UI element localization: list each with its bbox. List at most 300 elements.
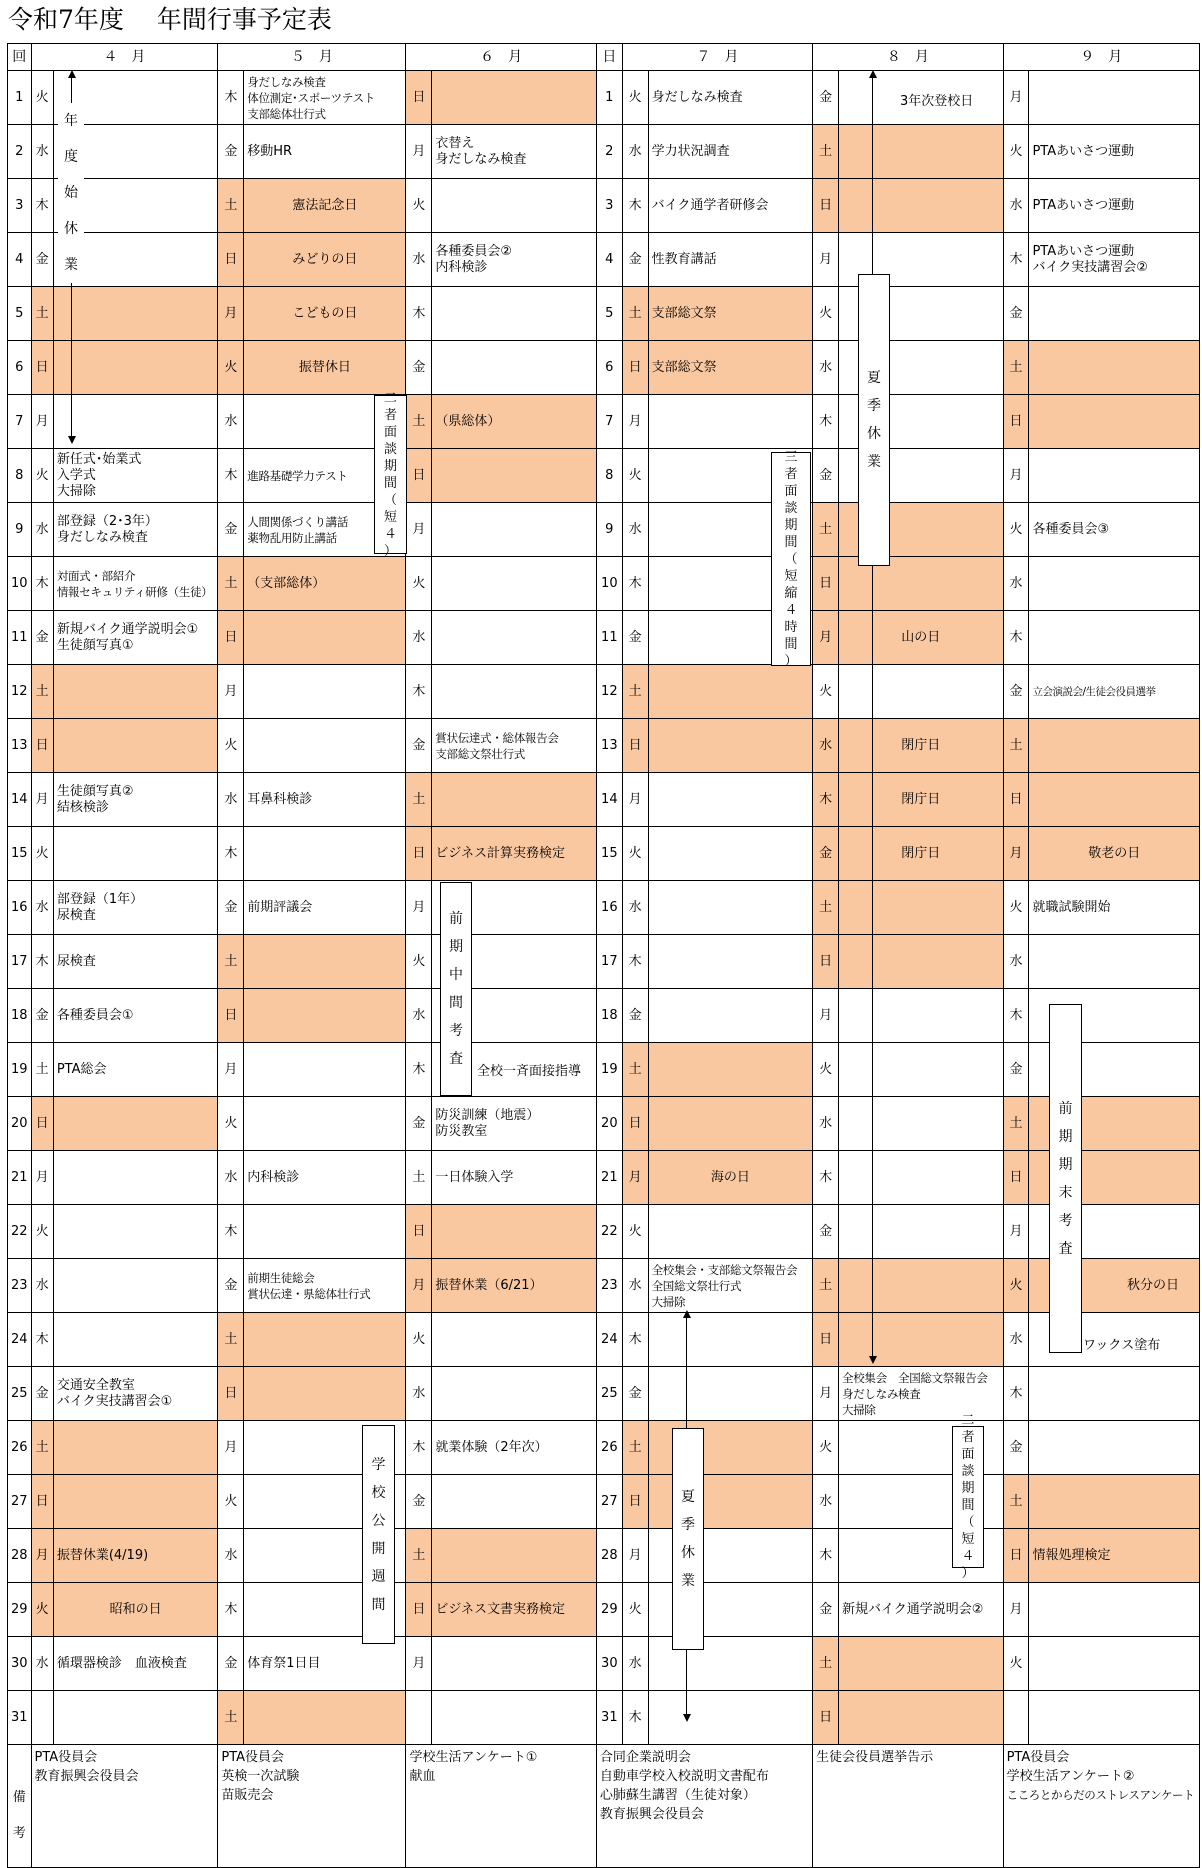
event-cell bbox=[1029, 1583, 1200, 1637]
weekday-cell: 土 bbox=[813, 1637, 839, 1691]
note-item: PTA役員会 bbox=[1006, 1750, 1070, 1765]
day-number: 1 bbox=[596, 71, 622, 125]
event-cell bbox=[244, 611, 406, 665]
event-cell: 人間関係づくり講話 薬物乱用防止講話 bbox=[244, 503, 406, 557]
event-cell bbox=[53, 1097, 218, 1151]
event-cell bbox=[1029, 935, 1200, 989]
event-cell bbox=[432, 1529, 597, 1583]
day-row bbox=[8, 1637, 1200, 1691]
event-cell: PTAあいさつ運動 bbox=[1029, 125, 1200, 179]
event-cell bbox=[432, 1475, 597, 1529]
weekday-cell: 月 bbox=[218, 1043, 244, 1097]
day-number: 25 bbox=[8, 1367, 32, 1421]
weekday-cell: 土 bbox=[218, 1313, 244, 1367]
weekday-cell: 水 bbox=[1003, 557, 1029, 611]
weekday-cell: 水 bbox=[31, 125, 53, 179]
event-cell: 全校集会 全国総文祭報告会 身だしなみ検査 大掃除 bbox=[839, 1367, 1004, 1421]
day-number: 9 bbox=[596, 503, 622, 557]
event-cell bbox=[432, 341, 597, 395]
weekday-cell: 金 bbox=[218, 1259, 244, 1313]
weekday-cell: 日 bbox=[31, 1097, 53, 1151]
event-cell: 衣替え 身だしなみ検査 bbox=[432, 125, 597, 179]
event-cell bbox=[839, 1259, 1004, 1313]
weekday-cell: 水 bbox=[813, 719, 839, 773]
weekday-cell: 日 bbox=[813, 557, 839, 611]
weekday-cell: 月 bbox=[406, 881, 432, 935]
event-cell bbox=[53, 719, 218, 773]
weekday-cell: 水 bbox=[622, 1637, 648, 1691]
day-number: 21 bbox=[596, 1151, 622, 1205]
day-number: 15 bbox=[8, 827, 32, 881]
event-cell bbox=[53, 1259, 218, 1313]
event-cell bbox=[1029, 611, 1200, 665]
notes-label: 備 考 bbox=[8, 1745, 32, 1868]
header-june: ６ 月 bbox=[406, 44, 596, 71]
weekday-cell: 火 bbox=[31, 71, 53, 125]
day-number: 14 bbox=[596, 773, 622, 827]
weekday-cell: 土 bbox=[406, 395, 432, 449]
event-cell: 情報処理検定 bbox=[1029, 1529, 1200, 1583]
weekday-cell: 木 bbox=[1003, 611, 1029, 665]
weekday-cell: 月 bbox=[406, 125, 432, 179]
event-cell bbox=[244, 719, 406, 773]
weekday-cell: 日 bbox=[31, 1475, 53, 1529]
weekday-cell: 火 bbox=[813, 1421, 839, 1475]
day-number: 19 bbox=[8, 1043, 32, 1097]
day-number: 31 bbox=[8, 1691, 32, 1745]
event-cell: 学力状況調査 bbox=[648, 125, 813, 179]
event-cell bbox=[648, 935, 813, 989]
event-cell bbox=[1029, 1421, 1200, 1475]
july-interview-box: 三 者 面 談 期 間 （ 短 縮 ４ 時 間 ） bbox=[771, 452, 811, 666]
notes-july bbox=[596, 1745, 812, 1868]
day-number: 1 bbox=[8, 71, 32, 125]
weekday-cell: 金 bbox=[1003, 1043, 1029, 1097]
weekday-cell: 月 bbox=[406, 1259, 432, 1313]
weekday-cell: 土 bbox=[31, 1421, 53, 1475]
event-cell: 振替休業(4/19) bbox=[53, 1529, 218, 1583]
note-item: 教育振興会役員会 bbox=[34, 1769, 139, 1784]
weekday-cell: 木 bbox=[622, 1313, 648, 1367]
event-cell bbox=[432, 449, 597, 503]
weekday-cell: 火 bbox=[1003, 881, 1029, 935]
event-cell bbox=[53, 1205, 218, 1259]
event-cell: 内科検診 bbox=[244, 1151, 406, 1205]
weekday-cell: 水 bbox=[1003, 1313, 1029, 1367]
weekday-cell: 金 bbox=[1003, 287, 1029, 341]
event-cell bbox=[1029, 557, 1200, 611]
weekday-cell: 日 bbox=[622, 1097, 648, 1151]
weekday-cell: 水 bbox=[218, 1151, 244, 1205]
note-item: PTA役員会 bbox=[221, 1750, 285, 1765]
weekday-cell: 水 bbox=[218, 1529, 244, 1583]
weekday-cell: 木 bbox=[813, 773, 839, 827]
event-cell: 交通安全教室 バイク実技講習会① bbox=[53, 1367, 218, 1421]
weekday-cell: 土 bbox=[406, 1151, 432, 1205]
event-cell bbox=[244, 1367, 406, 1421]
note-item: 自動車学校入校説明文書配布 bbox=[599, 1769, 769, 1784]
weekday-cell: 水 bbox=[31, 881, 53, 935]
day-number: 24 bbox=[596, 1313, 622, 1367]
header-april: ４ 月 bbox=[31, 44, 218, 71]
event-cell bbox=[432, 1205, 597, 1259]
event-cell bbox=[432, 1691, 597, 1745]
weekday-cell: 土 bbox=[1003, 719, 1029, 773]
header-september: ９ 月 bbox=[1003, 44, 1199, 71]
event-cell bbox=[839, 881, 1004, 935]
event-cell bbox=[432, 557, 597, 611]
day-number: 11 bbox=[8, 611, 32, 665]
event-cell: 身だしなみ検査 体位測定･スポーツテスト 支部総体壮行式 bbox=[244, 71, 406, 125]
day-number: 6 bbox=[596, 341, 622, 395]
weekday-cell: 日 bbox=[406, 827, 432, 881]
day-number: 12 bbox=[8, 665, 32, 719]
weekday-cell: 金 bbox=[31, 233, 53, 287]
event-cell: 各種委員会① bbox=[53, 989, 218, 1043]
may-interview-box: 二 者 面 談 期 間 （ 短 ４ ） bbox=[374, 395, 407, 554]
weekday-cell: 水 bbox=[218, 773, 244, 827]
weekday-cell: 土 bbox=[622, 287, 648, 341]
day-row bbox=[8, 1475, 1200, 1529]
event-cell bbox=[1029, 1637, 1200, 1691]
day-number: 22 bbox=[596, 1205, 622, 1259]
weekday-cell: 金 bbox=[406, 341, 432, 395]
weekday-cell: 月 bbox=[622, 1529, 648, 1583]
event-cell: 就職試験開始 bbox=[1029, 881, 1200, 935]
day-row bbox=[8, 179, 1200, 233]
event-cell: 憲法記念日 bbox=[244, 179, 406, 233]
june-guidance-text: 全校一斉面接指導 bbox=[477, 1064, 582, 1079]
event-cell bbox=[648, 1043, 813, 1097]
weekday-cell: 水 bbox=[1003, 179, 1029, 233]
june-midterm-box: 前 期 中 間 考 査 bbox=[440, 882, 472, 1096]
weekday-cell: 月 bbox=[622, 1151, 648, 1205]
arrow-up-icon bbox=[869, 70, 877, 78]
event-cell bbox=[432, 1367, 597, 1421]
weekday-cell: 水 bbox=[406, 611, 432, 665]
event-cell: 支部総文祭 bbox=[648, 341, 813, 395]
weekday-cell: 金 bbox=[1003, 1421, 1029, 1475]
event-cell: 部登録（2･3年） 身だしなみ検査 bbox=[53, 503, 218, 557]
weekday-cell: 土 bbox=[31, 665, 53, 719]
arrow-up-icon bbox=[68, 70, 76, 78]
weekday-cell: 日 bbox=[218, 611, 244, 665]
weekday-cell: 日 bbox=[813, 1691, 839, 1745]
note-item: 学校生活アンケート① bbox=[409, 1750, 538, 1765]
event-cell bbox=[432, 71, 597, 125]
event-cell bbox=[244, 665, 406, 719]
event-cell bbox=[244, 1043, 406, 1097]
weekday-cell: 水 bbox=[1003, 935, 1029, 989]
event-cell bbox=[648, 719, 813, 773]
day-row bbox=[8, 773, 1200, 827]
weekday-cell: 金 bbox=[31, 989, 53, 1043]
day-number: 27 bbox=[8, 1475, 32, 1529]
weekday-cell: 月 bbox=[1003, 827, 1029, 881]
day-number: 23 bbox=[8, 1259, 32, 1313]
day-row bbox=[8, 395, 1200, 449]
weekday-cell: 日 bbox=[31, 719, 53, 773]
day-number: 6 bbox=[8, 341, 32, 395]
weekday-cell: 日 bbox=[622, 341, 648, 395]
weekday-cell: 木 bbox=[218, 827, 244, 881]
event-cell bbox=[648, 1691, 813, 1745]
day-row bbox=[8, 1691, 1200, 1745]
event-cell bbox=[53, 665, 218, 719]
calendar-table bbox=[7, 43, 1200, 1868]
event-cell bbox=[839, 1097, 1004, 1151]
weekday-cell: 日 bbox=[1003, 395, 1029, 449]
day-number: 26 bbox=[596, 1421, 622, 1475]
day-row bbox=[8, 1313, 1200, 1367]
day-number: 3 bbox=[596, 179, 622, 233]
weekday-cell: 金 bbox=[622, 1367, 648, 1421]
day-row bbox=[8, 557, 1200, 611]
weekday-cell: 金 bbox=[813, 1583, 839, 1637]
weekday-cell: 月 bbox=[218, 1421, 244, 1475]
notes-september bbox=[1003, 1745, 1199, 1868]
day-number: 13 bbox=[8, 719, 32, 773]
event-cell: 支部総文祭 bbox=[648, 287, 813, 341]
day-row bbox=[8, 827, 1200, 881]
weekday-cell: 月 bbox=[31, 1529, 53, 1583]
event-cell bbox=[648, 665, 813, 719]
day-row bbox=[8, 449, 1200, 503]
event-cell bbox=[648, 1205, 813, 1259]
event-cell bbox=[1029, 341, 1200, 395]
weekday-cell: 火 bbox=[218, 1097, 244, 1151]
day-number: 30 bbox=[8, 1637, 32, 1691]
weekday-cell: 火 bbox=[31, 1205, 53, 1259]
weekday-cell: 水 bbox=[406, 1367, 432, 1421]
weekday-cell: 金 bbox=[1003, 665, 1029, 719]
day-row bbox=[8, 1583, 1200, 1637]
event-cell bbox=[432, 773, 597, 827]
event-cell: 一日体験入学 bbox=[432, 1151, 597, 1205]
weekday-cell: 水 bbox=[31, 1637, 53, 1691]
day-row bbox=[8, 1151, 1200, 1205]
weekday-cell: 土 bbox=[622, 1043, 648, 1097]
event-cell bbox=[1029, 287, 1200, 341]
weekday-cell: 金 bbox=[813, 1205, 839, 1259]
day-number: 8 bbox=[8, 449, 32, 503]
weekday-cell: 金 bbox=[218, 881, 244, 935]
event-cell bbox=[244, 1691, 406, 1745]
weekday-cell: 木 bbox=[622, 935, 648, 989]
day-number: 2 bbox=[8, 125, 32, 179]
weekday-cell: 木 bbox=[218, 449, 244, 503]
weekday-cell: 日 bbox=[406, 71, 432, 125]
weekday-cell: 火 bbox=[622, 71, 648, 125]
day-number: 21 bbox=[8, 1151, 32, 1205]
weekday-cell: 木 bbox=[813, 1151, 839, 1205]
event-cell bbox=[648, 989, 813, 1043]
day-number: 19 bbox=[596, 1043, 622, 1097]
event-cell: （支部総体） bbox=[244, 557, 406, 611]
weekday-cell: 月 bbox=[1003, 71, 1029, 125]
weekday-cell: 金 bbox=[31, 1367, 53, 1421]
arrow-up-icon bbox=[683, 1310, 691, 1318]
weekday-cell: 火 bbox=[813, 1043, 839, 1097]
event-cell bbox=[839, 935, 1004, 989]
weekday-cell: 土 bbox=[31, 1043, 53, 1097]
weekday-cell: 火 bbox=[622, 1205, 648, 1259]
event-cell: （県総体） bbox=[432, 395, 597, 449]
weekday-cell: 木 bbox=[218, 71, 244, 125]
notes-may bbox=[218, 1745, 406, 1868]
weekday-cell bbox=[406, 1691, 432, 1745]
weekday-cell: 土 bbox=[1003, 1097, 1029, 1151]
day-number: 23 bbox=[596, 1259, 622, 1313]
day-number: 28 bbox=[596, 1529, 622, 1583]
weekday-cell: 日 bbox=[406, 1583, 432, 1637]
weekday-cell: 金 bbox=[406, 1475, 432, 1529]
weekday-cell: 木 bbox=[813, 395, 839, 449]
day-row bbox=[8, 341, 1200, 395]
event-cell bbox=[839, 1043, 1004, 1097]
weekday-cell: 水 bbox=[813, 1097, 839, 1151]
weekday-cell: 月 bbox=[813, 989, 839, 1043]
weekday-cell: 土 bbox=[31, 287, 53, 341]
weekday-cell: 日 bbox=[218, 989, 244, 1043]
weekday-cell: 火 bbox=[813, 665, 839, 719]
weekday-cell: 木 bbox=[406, 1421, 432, 1475]
weekday-cell: 火 bbox=[813, 287, 839, 341]
event-cell bbox=[839, 989, 1004, 1043]
event-cell: 海の日 bbox=[648, 1151, 813, 1205]
day-number: 13 bbox=[596, 719, 622, 773]
event-cell: 立会演説会/生徒会役員選挙 bbox=[1029, 665, 1200, 719]
weekday-cell: 日 bbox=[1003, 773, 1029, 827]
event-cell: 身だしなみ検査 bbox=[648, 71, 813, 125]
event-cell bbox=[648, 1367, 813, 1421]
event-cell: 就業体験（2年次） bbox=[432, 1421, 597, 1475]
weekday-cell: 土 bbox=[813, 1259, 839, 1313]
event-cell bbox=[839, 1205, 1004, 1259]
weekday-cell: 水 bbox=[31, 1259, 53, 1313]
weekday-cell: 火 bbox=[1003, 1259, 1029, 1313]
weekday-cell: 木 bbox=[622, 557, 648, 611]
day-row bbox=[8, 665, 1200, 719]
event-cell bbox=[839, 1151, 1004, 1205]
weekday-cell: 土 bbox=[622, 665, 648, 719]
header-day: 日 bbox=[596, 44, 622, 71]
event-cell: 部登録（1年） 尿検査 bbox=[53, 881, 218, 935]
event-cell bbox=[432, 611, 597, 665]
event-cell bbox=[432, 179, 597, 233]
day-number: 4 bbox=[8, 233, 32, 287]
page-title: 令和7年度 年間行事予定表 bbox=[8, 5, 332, 34]
weekday-cell: 火 bbox=[218, 1475, 244, 1529]
day-number: 16 bbox=[8, 881, 32, 935]
event-cell bbox=[53, 1475, 218, 1529]
weekday-cell: 水 bbox=[406, 989, 432, 1043]
weekday-cell: 金 bbox=[813, 71, 839, 125]
weekday-cell: 金 bbox=[31, 611, 53, 665]
weekday-cell: 月 bbox=[31, 1151, 53, 1205]
note-item: 教育振興会役員会 bbox=[599, 1807, 704, 1822]
weekday-cell: 水 bbox=[622, 503, 648, 557]
note-item: PTA役員会 bbox=[34, 1750, 98, 1765]
event-cell bbox=[839, 125, 1004, 179]
event-cell bbox=[53, 1313, 218, 1367]
day-number: 9 bbox=[8, 503, 32, 557]
weekday-cell: 火 bbox=[406, 179, 432, 233]
event-cell bbox=[648, 1313, 813, 1367]
notes-april bbox=[31, 1745, 218, 1868]
day-row bbox=[8, 1259, 1200, 1313]
weekday-cell: 木 bbox=[31, 179, 53, 233]
weekday-cell: 月 bbox=[218, 287, 244, 341]
weekday-cell: 火 bbox=[406, 935, 432, 989]
weekday-cell: 金 bbox=[622, 611, 648, 665]
weekday-cell: 月 bbox=[406, 1637, 432, 1691]
note-item: 学校生活アンケート② bbox=[1006, 1769, 1135, 1784]
event-cell bbox=[432, 287, 597, 341]
weekday-cell: 木 bbox=[1003, 1367, 1029, 1421]
day-row bbox=[8, 881, 1200, 935]
weekday-cell: 水 bbox=[813, 1475, 839, 1529]
event-cell: こどもの日 bbox=[244, 287, 406, 341]
event-cell bbox=[648, 773, 813, 827]
weekday-cell: 火 bbox=[31, 1583, 53, 1637]
weekday-cell: 木 bbox=[218, 1583, 244, 1637]
event-cell bbox=[432, 1313, 597, 1367]
event-cell bbox=[244, 935, 406, 989]
weekday-cell: 金 bbox=[218, 503, 244, 557]
event-cell bbox=[1029, 773, 1200, 827]
event-cell: 山の日 bbox=[839, 611, 1004, 665]
note-item: 合同企業説明会 bbox=[599, 1750, 691, 1765]
weekday-cell: 土 bbox=[218, 1691, 244, 1745]
event-cell: バイク通学者研修会 bbox=[648, 179, 813, 233]
day-row bbox=[8, 1205, 1200, 1259]
weekday-cell: 日 bbox=[218, 233, 244, 287]
event-cell: 昭和の日 bbox=[53, 1583, 218, 1637]
event-cell bbox=[244, 989, 406, 1043]
weekday-cell: 木 bbox=[1003, 233, 1029, 287]
weekday-cell: 土 bbox=[406, 773, 432, 827]
note-item: 生徒会役員選挙告示 bbox=[816, 1750, 934, 1765]
september-final-box: 前 期 期 末 考 査 bbox=[1049, 1004, 1082, 1353]
day-number: 29 bbox=[8, 1583, 32, 1637]
weekday-cell: 火 bbox=[406, 1313, 432, 1367]
event-cell: 閉庁日 bbox=[839, 773, 1004, 827]
event-cell: 振替休日 bbox=[244, 341, 406, 395]
weekday-cell: 木 bbox=[406, 665, 432, 719]
day-number: 3 bbox=[8, 179, 32, 233]
event-cell: 尿検査 bbox=[53, 935, 218, 989]
event-cell bbox=[1029, 1367, 1200, 1421]
event-cell bbox=[244, 1097, 406, 1151]
weekday-cell: 木 bbox=[218, 1205, 244, 1259]
event-cell: 前期生徒総会 賞状伝達・県総体壮行式 bbox=[244, 1259, 406, 1313]
day-number: 10 bbox=[8, 557, 32, 611]
weekday-cell: 火 bbox=[406, 557, 432, 611]
note-item: 献血 bbox=[409, 1769, 436, 1784]
event-cell: 全校集会・支部総文祭報告会 全国総文祭壮行式 大掃除 bbox=[648, 1259, 813, 1313]
day-number: 16 bbox=[596, 881, 622, 935]
arrow-down-icon bbox=[68, 436, 76, 444]
day-number: 18 bbox=[596, 989, 622, 1043]
event-cell: 新規バイク通学説明会② bbox=[839, 1583, 1004, 1637]
event-cell bbox=[53, 287, 218, 341]
event-cell bbox=[1029, 395, 1200, 449]
weekday-cell: 日 bbox=[218, 1367, 244, 1421]
event-cell bbox=[1029, 449, 1200, 503]
weekday-cell: 木 bbox=[406, 1043, 432, 1097]
weekday-cell: 月 bbox=[1003, 1205, 1029, 1259]
